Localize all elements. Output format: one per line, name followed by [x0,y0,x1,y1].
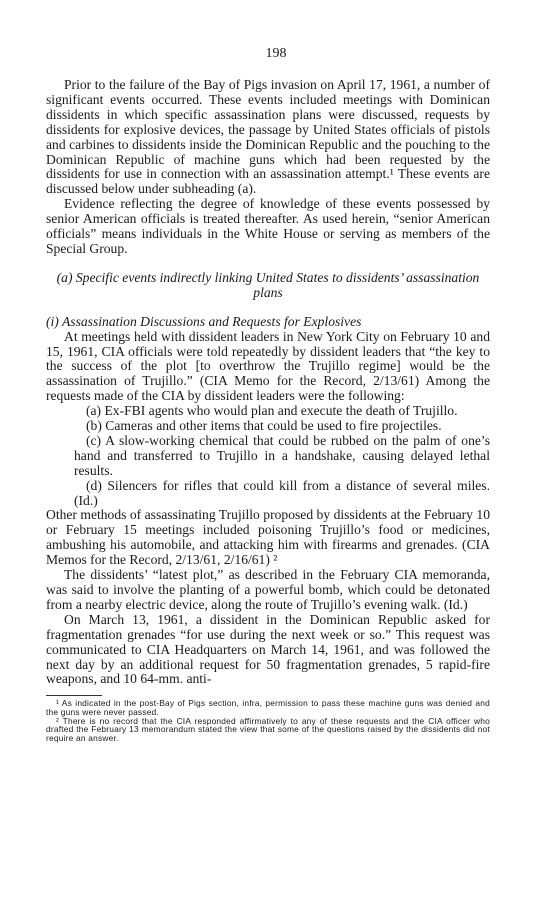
section-heading: (a) Specific events indirectly linking United States to dissidents’ assassination plans [56,269,480,300]
page-body [46,78,490,742]
footnote: ¹ As indicated in the post-Bay of Pigs section, infra, permission to pass these machine guns was denied and the guns were never passed. [46,698,490,717]
paragraph: On March 13, 1961, a dissident in the Dominican Republic asked for fragmentation grenades “for use during the next week or so.” This request was communicated to CIA Headquarters on March 14, 1961, and was followed the next day by an additional request for 50 fragmentation grenades, 5 rapid-fire weapons, and 10 64-mm. anti- [46,611,490,687]
page-number: 198 [265,46,287,61]
list-item: (a) Ex-FBI agents who would plan and execute the death of Trujillo. [86,403,458,419]
paragraph: Other methods of assassinating Trujillo proposed by dissidents at the February 10 or February 15 meetings included poisoning Trujillo’s food or medicines, ambushing his automobile, and attacking him with firearms and grenades. (CIA Memos for the Record, 2/13/61, 2/16/61) ² [46,507,490,568]
paragraph: Prior to the failure of the Bay of Pigs invasion on April 17, 1961, a number of significant events occurred. These events included meetings with Dominican dissidents in which specific assassination plans were discussed, requests by dissidents for explosive devices, the passage by United States officials of pistols and carbines to dissidents inside the Dominican Republic and the pouching to the Dominican Republic of machine guns which had been requested by the dissidents for use in connection with an assassination attempt.¹ These events are discussed below under subheading (a). [46,77,490,197]
footnote-divider [46,695,102,696]
list-item: (b) Cameras and other items that could be used to fire projectiles. [86,418,442,434]
paragraph: At meetings held with dissident leaders in New York City on February 10 and 15, 1961, CIA officials were told repeatedly by dissident leaders that “the key to the success of the plot [to overthrow the Trujillo regime] would be the assassination of Trujillo.” (CIA Memo for the Record, 2/13/61) Among the requests made of the CIA by dissident leaders were the following: [46,328,490,404]
paragraph: The dissidents’ “latest plot,” as described in the February CIA memoranda, was said to involve the planting of a powerful bomb, which could be detonated from a nearby electric device, along the route of Trujillo’s evening walk. (Id.) [46,567,490,612]
footnote: ² There is no record that the CIA responded affirmatively to any of these requests and the CIA officer who drafted the February 13 memorandum stated the view that some of the questions raised by the dissidents did not require an answer. [46,715,490,743]
list-item: (c) A slow-working chemical that could be rubbed on the palm of one’s hand and transferred to Trujillo in a handshake, causing delayed lethal results. [74,432,490,478]
subsection-heading: (i) Assassination Discussions and Requests for Explosives [46,313,362,329]
list-item: (d) Silencers for rifles that could kill from a distance of several miles. (Id.) [74,477,490,508]
paragraph: Evidence reflecting the degree of knowledge of these events possessed by senior American officials is treated thereafter. As used herein, “senior American officials” means individuals in the White House or serving as members of the Special Group. [46,196,490,256]
